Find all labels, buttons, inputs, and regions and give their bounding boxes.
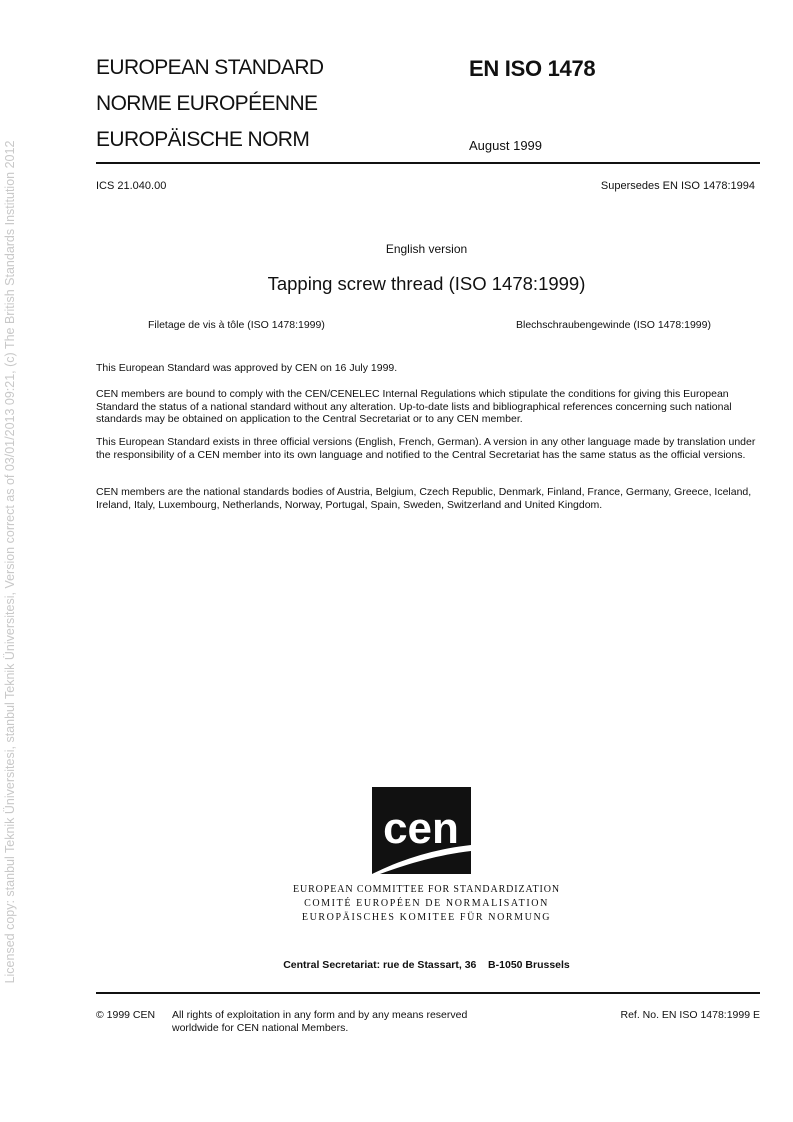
members-paragraph: CEN members are the national standards bodies of Austria, Belgium, Czech Republic, Denmark, Finland, France, Germany, Greece, Iceland, Ireland, Italy, Luxembourg, Netherlands, Norway, Portugal, Spain, Sweden, Switzerland and United Kingdom.: [96, 486, 752, 511]
french-title: Filetage de vis à tôle (ISO 1478:1999): [148, 319, 325, 331]
cen-logo-text: cen: [383, 804, 459, 853]
title-english: EUROPEAN STANDARD: [96, 56, 324, 79]
cen-name-french: COMITÉ EUROPÉEN DE NORMALISATION: [304, 898, 549, 909]
cen-name-german: EUROPÄISCHES KOMITEE FÜR NORMUNG: [301, 912, 552, 923]
versions-paragraph: This European Standard exists in three official versions (English, French, German). A version in any other language made by translation under the responsibility of a CEN member into its own language and notified to the Central Secretariat has the same status as the official versions.: [96, 436, 756, 461]
central-secretariat: Central Secretariat: rue de Stassart, 36 B-1050 Brussels: [283, 959, 570, 971]
cen-name-english: EUROPEAN COMMITTEE FOR STANDARDIZATION: [292, 884, 560, 895]
rights-statement: All rights of exploitation in any form and by any means reserved worldwide for CEN national Members.: [172, 1009, 468, 1034]
approval-paragraph: This European Standard was approved by CEN on 16 July 1999.: [96, 362, 398, 374]
footer-rule: [96, 992, 760, 994]
publication-date: August 1999: [469, 138, 543, 153]
german-title: Blechschraubengewinde (ISO 1478:1999): [516, 319, 711, 331]
header-rule: [96, 162, 760, 164]
supersedes-note: Supersedes EN ISO 1478:1994: [600, 180, 755, 192]
regulations-paragraph: CEN members are bound to comply with the CEN/CENELEC Internal Regulations which stipulate the conditions for giving this European Standard the status of a national standard without any alteration. Up-to-date lists and bibliographical references concerning such national standards may be obtained on application to the Central Secretariat or to any CEN member.: [96, 388, 732, 425]
title-french: NORME EUROPÉENNE: [96, 92, 318, 115]
license-watermark: Licensed copy: stanbul Teknik Üniversitesi, stanbul Teknik Üniversitesi, Version correct as of 03/01/2013 09:21, (c) The British Standards Institution 2012: [3, 140, 17, 984]
ics-code: ICS 21.040.00: [96, 180, 167, 192]
reference-number: Ref. No. EN ISO 1478:1999 E: [620, 1009, 760, 1021]
cen-logo: [372, 787, 471, 874]
copyright: © 1999 CEN: [96, 1009, 156, 1021]
main-title: Tapping screw thread (ISO 1478:1999): [267, 273, 586, 294]
title-german: EUROPÄISCHE NORM: [96, 128, 310, 151]
version-label: English version: [385, 242, 468, 256]
standard-number: EN ISO 1478: [469, 56, 596, 81]
